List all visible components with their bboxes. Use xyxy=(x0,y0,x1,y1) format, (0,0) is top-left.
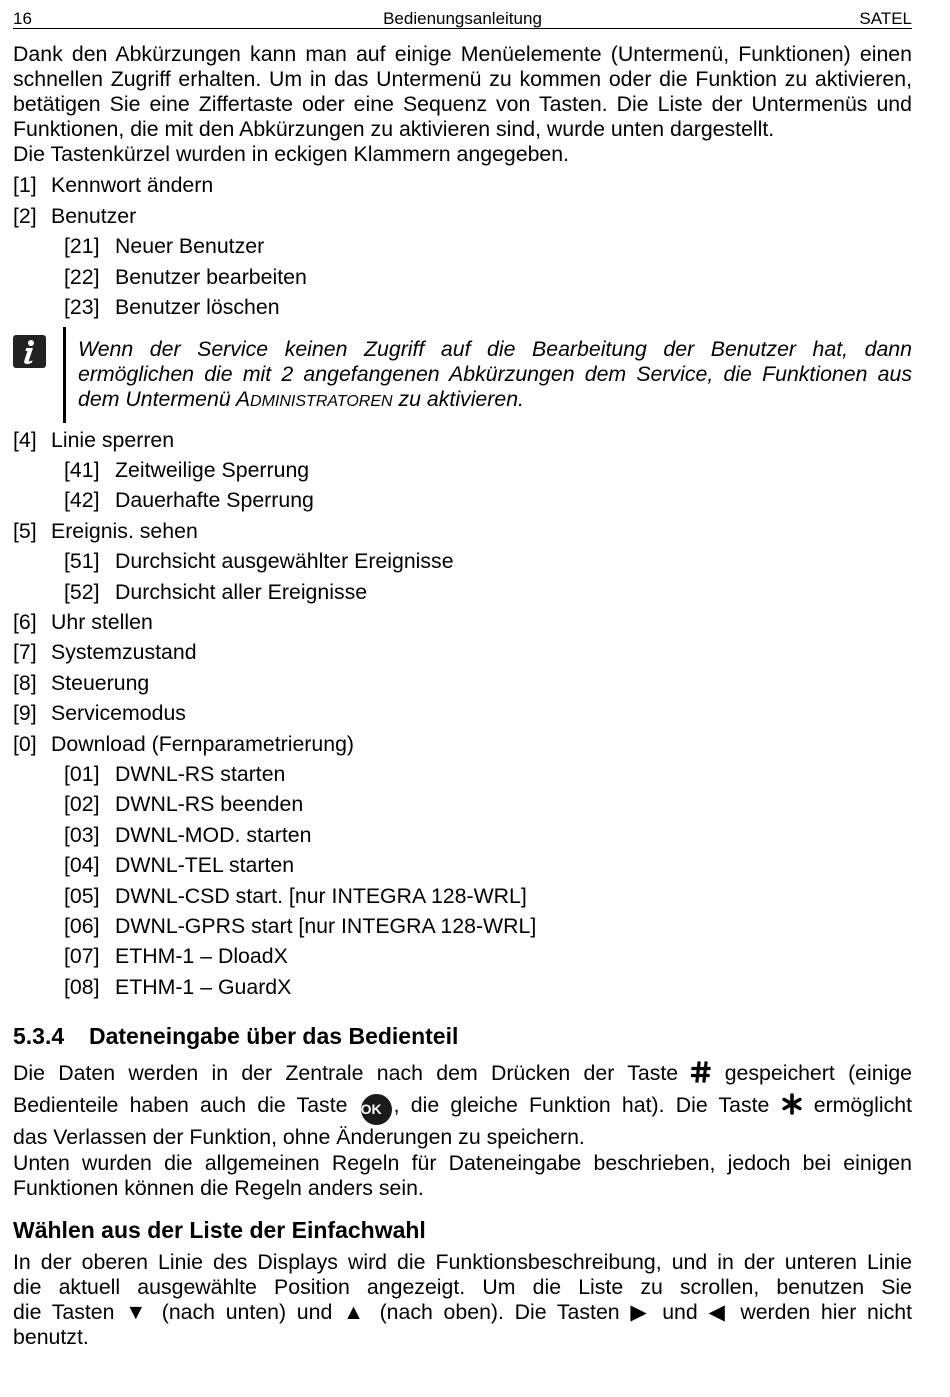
shortcut-label: Systemzustand xyxy=(51,640,197,664)
arrow-right-icon: ▶ xyxy=(630,1300,652,1324)
shortcut-label: Benutzer löschen xyxy=(115,295,280,319)
list-item xyxy=(13,732,354,758)
arrow-left-icon: ◀ xyxy=(708,1300,730,1324)
section-paragraph-2: Unten wurden die allgemeinen Regeln für Dateneingabe beschrieben, jedoch bei einigen Funktionen können die Regeln anders sein. xyxy=(13,1151,912,1200)
list-subitem xyxy=(64,580,367,606)
shortcut-label: Servicemodus xyxy=(51,701,186,725)
page-header xyxy=(13,4,912,29)
ok-key-icon: OK xyxy=(361,1094,392,1125)
note-text xyxy=(78,337,912,414)
shortcut-code: [2] xyxy=(13,204,37,228)
shortcut-label: Neuer Benutzer xyxy=(115,234,265,258)
shortcut-label: Ereignis. sehen xyxy=(51,519,198,543)
arrow-up-icon: ▲ xyxy=(343,1300,369,1324)
subsection-paragraph xyxy=(13,1250,912,1350)
list-item xyxy=(13,671,149,697)
shortcut-label: Benutzer bearbeiten xyxy=(115,265,307,289)
list-subitem xyxy=(64,853,294,879)
shortcut-label: DWNL-TEL starten xyxy=(115,853,295,877)
shortcut-code: [02] xyxy=(64,792,100,816)
arrow-down-icon: ▼ xyxy=(125,1300,152,1324)
text-run: , die gleiche Funktion hat). Die Taste xyxy=(393,1093,770,1117)
shortcut-label: Zeitweilige Sperrung xyxy=(115,458,310,482)
list-subitem xyxy=(64,549,454,575)
page-number: 16 xyxy=(13,9,32,28)
shortcut-code: [03] xyxy=(64,823,100,847)
list-subitem xyxy=(64,295,280,321)
shortcut-label: Dauerhafte Sperrung xyxy=(115,488,314,512)
list-subitem xyxy=(64,975,291,1001)
list-item xyxy=(13,640,197,666)
list-subitem xyxy=(64,458,309,484)
shortcut-label: ETHM-1 – DloadX xyxy=(115,944,288,968)
info-note xyxy=(13,325,912,423)
list-item xyxy=(13,519,198,545)
menu-name-initial: A xyxy=(235,387,251,411)
list-subitem xyxy=(64,265,307,291)
list-subitem xyxy=(64,914,536,940)
shortcut-code: [6] xyxy=(13,610,37,634)
shortcut-label: Download (Fernparametrierung) xyxy=(51,732,355,756)
text-line: In der oberen Linie des Displays wird die Funktionsbeschreibung, und in der unteren Linie xyxy=(13,1250,912,1274)
text-run: Die Daten werden in der Zentrale nach dem Drücken der Taste xyxy=(13,1061,679,1085)
shortcut-label: Steuerung xyxy=(51,671,150,695)
text-run: ermöglicht xyxy=(813,1093,912,1117)
shortcut-code: [4] xyxy=(13,428,37,452)
text-line xyxy=(13,1300,912,1325)
text-run: gespeichert (einige xyxy=(724,1061,913,1085)
text-line xyxy=(13,1093,912,1125)
hash-key-icon xyxy=(691,1061,711,1089)
list-subitem xyxy=(64,792,303,818)
text-run: werden hier nicht xyxy=(740,1300,913,1324)
text-line: benutzt. xyxy=(13,1325,89,1349)
shortcut-code: [01] xyxy=(64,762,100,786)
shortcut-label: Linie sperren xyxy=(51,428,175,452)
list-item xyxy=(13,701,186,727)
list-subitem xyxy=(64,762,285,788)
list-item xyxy=(13,428,174,454)
shortcut-code: [05] xyxy=(64,884,100,908)
shortcut-code: [07] xyxy=(64,944,100,968)
intro-text: Dank den Abkürzungen kann man auf einige Menüelemente (Untermenü, Funktionen) einen schnellen Zugriff erhalten. Um in das Untermenü zu kommen oder die Funktion zu aktivieren, betätigen Sie eine Ziffertaste oder eine Sequenz von Tasten. Die Liste der Untermenüs und Funktionen, die mit den Abkürzungen zu aktivieren sind, wurde unten dargestellt. xyxy=(13,42,912,141)
text-line: die aktuell ausgewählte Position angezeigt. Um die Liste zu scrollen, benutzen Sie xyxy=(13,1275,912,1299)
menu-name-smallcaps: DMINISTRATOREN xyxy=(250,393,393,410)
shortcut-code: [21] xyxy=(64,234,100,258)
list-subitem xyxy=(64,823,311,849)
text-line: das Verlassen der Funktion, ohne Änderungen zu speichern. xyxy=(13,1125,585,1149)
shortcut-label: Kennwort ändern xyxy=(51,173,214,197)
list-item xyxy=(13,173,213,199)
text-run: die Tasten xyxy=(13,1300,115,1324)
list-item xyxy=(13,204,136,230)
shortcut-code: [9] xyxy=(13,701,37,725)
info-icon xyxy=(13,335,46,368)
shortcut-code: [0] xyxy=(13,732,37,756)
shortcut-label: DWNL-RS beenden xyxy=(115,792,304,816)
shortcut-label: DWNL-RS starten xyxy=(115,762,286,786)
text-run: (nach unten) und xyxy=(161,1300,333,1324)
intro-last-line: Die Tastenkürzel wurden in eckigen Klammern angegeben. xyxy=(13,142,570,166)
list-subitem xyxy=(64,488,314,514)
text-run: (nach oben). Die Tasten xyxy=(379,1300,620,1324)
shortcut-code: [8] xyxy=(13,671,37,695)
asterisk-key-icon xyxy=(781,1093,803,1121)
shortcut-code: [1] xyxy=(13,173,37,197)
subsection-heading: Wählen aus der Liste der Einfachwahl xyxy=(13,1217,426,1243)
text-run: Bedienteile haben auch die Taste xyxy=(13,1093,348,1117)
shortcut-code: [52] xyxy=(64,580,100,604)
document-title: Bedienungsanleitung xyxy=(383,9,542,28)
shortcut-code: [06] xyxy=(64,914,100,938)
text-line xyxy=(13,1061,912,1089)
brand-name: SATEL xyxy=(859,9,912,28)
shortcut-code: [42] xyxy=(64,488,100,512)
shortcut-label: Uhr stellen xyxy=(51,610,153,634)
shortcut-code: [5] xyxy=(13,519,37,543)
shortcut-label: Durchsicht aller Ereignisse xyxy=(115,580,368,604)
shortcut-label: DWNL-MOD. starten xyxy=(115,823,312,847)
shortcut-label: Benutzer xyxy=(51,204,137,228)
shortcut-code: [41] xyxy=(64,458,100,482)
list-subitem xyxy=(64,884,527,910)
note-divider xyxy=(63,327,66,423)
shortcut-label: DWNL-CSD start. [nur INTEGRA 128-WRL] xyxy=(115,884,527,908)
shortcut-code: [08] xyxy=(64,975,100,999)
list-subitem xyxy=(64,234,264,260)
note-text-part: zu aktivieren. xyxy=(392,387,524,411)
shortcut-code: [22] xyxy=(64,265,100,289)
shortcut-code: [51] xyxy=(64,549,100,573)
shortcut-code: [04] xyxy=(64,853,100,877)
section-heading xyxy=(13,1022,458,1050)
list-item xyxy=(13,610,153,636)
shortcut-label: DWNL-GPRS start [nur INTEGRA 128-WRL] xyxy=(115,914,537,938)
note-text-part: Wenn der Service keinen Zugriff auf die Bearbeitung der Benutzer hat, dann ermöglichen die mit 2 angefangenen Abkürzungen dem Service, die Funktionen aus dem Untermenü xyxy=(78,337,912,411)
shortcut-code: [7] xyxy=(13,640,37,664)
shortcut-code: [23] xyxy=(64,295,100,319)
list-subitem xyxy=(64,944,288,970)
section-title: Dateneingabe über das Bedienteil xyxy=(89,1023,459,1049)
shortcut-label: Durchsicht ausgewählter Ereignisse xyxy=(115,549,454,573)
text-run: und xyxy=(662,1300,698,1324)
section-number: 5.3.4 xyxy=(13,1023,65,1049)
intro-paragraph xyxy=(13,42,912,167)
shortcut-label: ETHM-1 – GuardX xyxy=(115,975,292,999)
section-paragraph-1 xyxy=(13,1061,912,1150)
